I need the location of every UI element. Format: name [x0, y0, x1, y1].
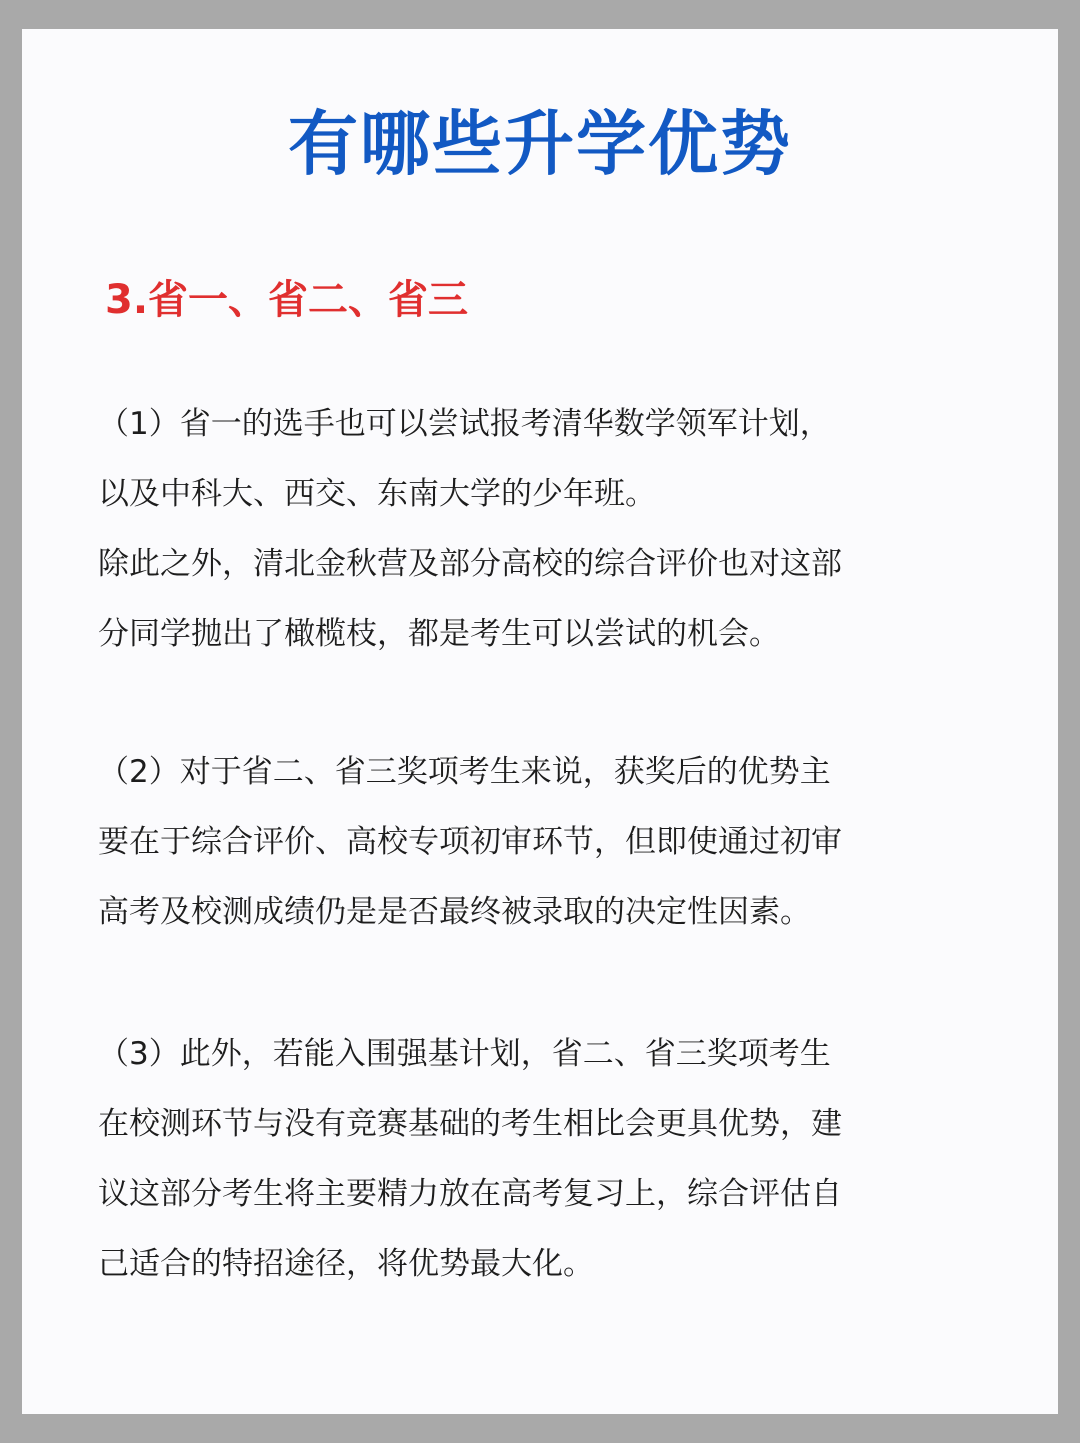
paragraph-3 [98, 1019, 998, 1299]
paragraph-1 [98, 389, 998, 669]
paragraph-2 [98, 737, 998, 947]
paragraph-line: （2）对于省二、省三奖项考生来说，获奖后的优势主 [98, 754, 831, 790]
paragraph-line: 要在于综合评价、高校专项初审环节，但即使通过初审 [98, 824, 842, 860]
paragraph-line: 己适合的特招途径，将优势最大化。 [98, 1246, 594, 1282]
content-card [22, 29, 1058, 1414]
paragraph-line: 在校测环节与没有竞赛基础的考生相比会更具优势，建 [98, 1106, 842, 1142]
paragraph-line: 分同学抛出了橄榄枝，都是考生可以尝试的机会。 [98, 616, 780, 652]
paragraph-line: 高考及校测成绩仍是是否最终被录取的决定性因素。 [98, 894, 811, 930]
paragraph-line: （1）省一的选手也可以尝试报考清华数学领军计划， [98, 406, 831, 442]
paragraph-line: （3）此外，若能入围强基计划，省二、省三奖项考生 [98, 1036, 831, 1072]
paragraph-line: 议这部分考生将主要精力放在高考复习上，综合评估自 [98, 1176, 842, 1212]
section-heading: 3.省一、省二、省三 [105, 277, 469, 323]
paragraph-line: 除此之外，清北金秋营及部分高校的综合评价也对这部 [98, 546, 842, 582]
page-title: 有哪些升学优势 [288, 103, 792, 185]
paragraph-line: 以及中科大、西交、东南大学的少年班。 [98, 476, 656, 512]
